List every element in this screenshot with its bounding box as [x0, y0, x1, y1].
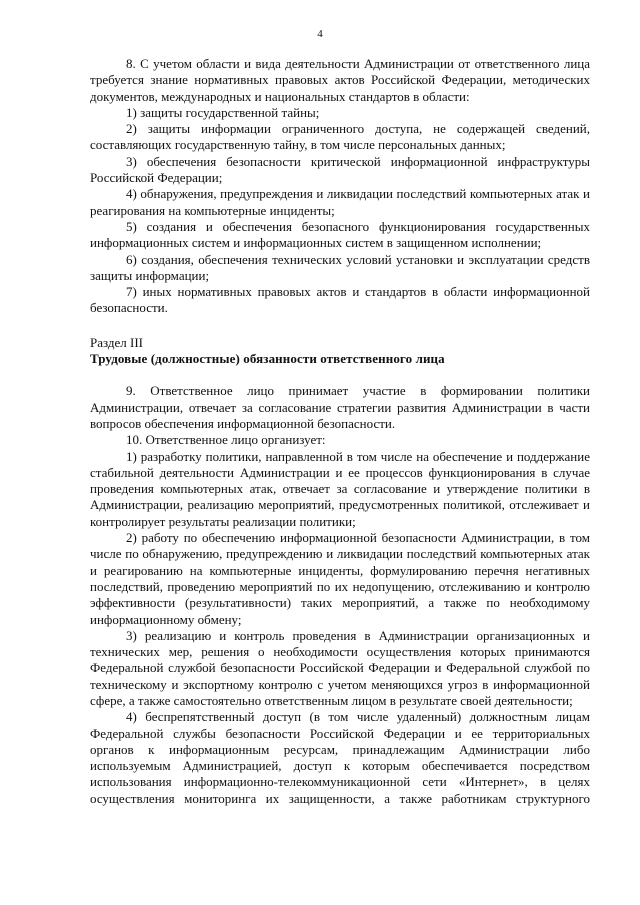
- section-spacer: [90, 317, 590, 335]
- duty-item-3: 3) реализацию и контроль проведения в Администрации организационных и технических мер, решения о необходимости осуществления которых принимаются Федеральной службой безопасности Российской Федерации и Федеральной службой по техническому и экспортному контролю с учетом меняющихся угроз в информационной сфере, а также самостоятельно ответственным лицом в результате своей деятельности;: [90, 627, 590, 708]
- duty-item-1: 1) разработку политики, направленной в том числе на обеспечение и поддержание стабильной деятельности Администрации и ее процессов функционирования в случае проведения компьютерных атак, отвечает за согласование и утверждение политики в Администрации, реализацию мероприятий, предусмотренных политикой, отслеживает и контролирует результаты реализации политики;: [90, 448, 590, 529]
- paragraph-9: 9. Ответственное лицо принимает участие в формировании политики Администрации, отвечает за согласование стратегии развития Администрации в части вопросов обеспечения информационной безопасности.: [90, 383, 590, 431]
- duty-item-2: 2) работу по обеспечению информационной безопасности Администрации, в том числе по обнаружению, предупреждению и ликвидации последствий компьютерных атак и реагированию на компьютерные инциденты, формулированию перечня негативных последствий, проведению мероприятий по их недопущению, отслеживанию и контролю эффективности (результативности) таких мероприятий, а также по необходимому информационному обмену;: [90, 530, 590, 627]
- section-number: Раздел III: [90, 334, 144, 350]
- heading-spacer: [90, 367, 590, 383]
- list-item-2: 2) защиты информации ограниченного доступа, не содержащей сведений, составляющих государственную тайну, в том числе персональных данных;: [90, 121, 590, 153]
- list-item-6: 6) создания, обеспечения технических условий установки и эксплуатации средств защиты информации;: [90, 251, 590, 283]
- document-body: [90, 56, 590, 807]
- list-item-1: 1) защиты государственной тайны;: [126, 104, 320, 120]
- duty-item-4: 4) беспрепятственный доступ (в том числе удаленный) должностным лицам Федеральной службы безопасности Российской Федерации и ее территориальных органов к информационным ресурсам, принадлежащим Администрации либо используемым Администрацией, доступ к которым обеспечивается посредством использования информационно-телекоммуникационной сети «Интернет», в целях осуществления мониторинга их защищенности, а также работникам структурного: [90, 709, 590, 806]
- list-item-3: 3) обеспечения безопасности критической информационной инфраструктуры Российской Федерации;: [90, 153, 590, 186]
- page-number: 4: [317, 28, 323, 40]
- section-heading: Трудовые (должностные) обязанности ответственного лица: [90, 351, 445, 367]
- paragraph-8: 8. С учетом области и вида деятельности Администрации от ответственного лица требуется знание нормативных правовых актов Российской Федерации, методических документов, международных и национальных стандартов в области:: [90, 56, 590, 104]
- list-item-4: 4) обнаружения, предупреждения и ликвидации последствий компьютерных атак и реагирования на компьютерные инциденты;: [90, 186, 590, 218]
- list-item-7: 7) иных нормативных правовых актов и стандартов в области информационной безопасности.: [90, 284, 590, 316]
- paragraph-10: 10. Ответственное лицо организует:: [126, 432, 326, 448]
- list-item-5: 5) создания и обеспечения безопасного функционирования государственных информационных систем и информационных систем в защищенном исполнении;: [90, 218, 590, 251]
